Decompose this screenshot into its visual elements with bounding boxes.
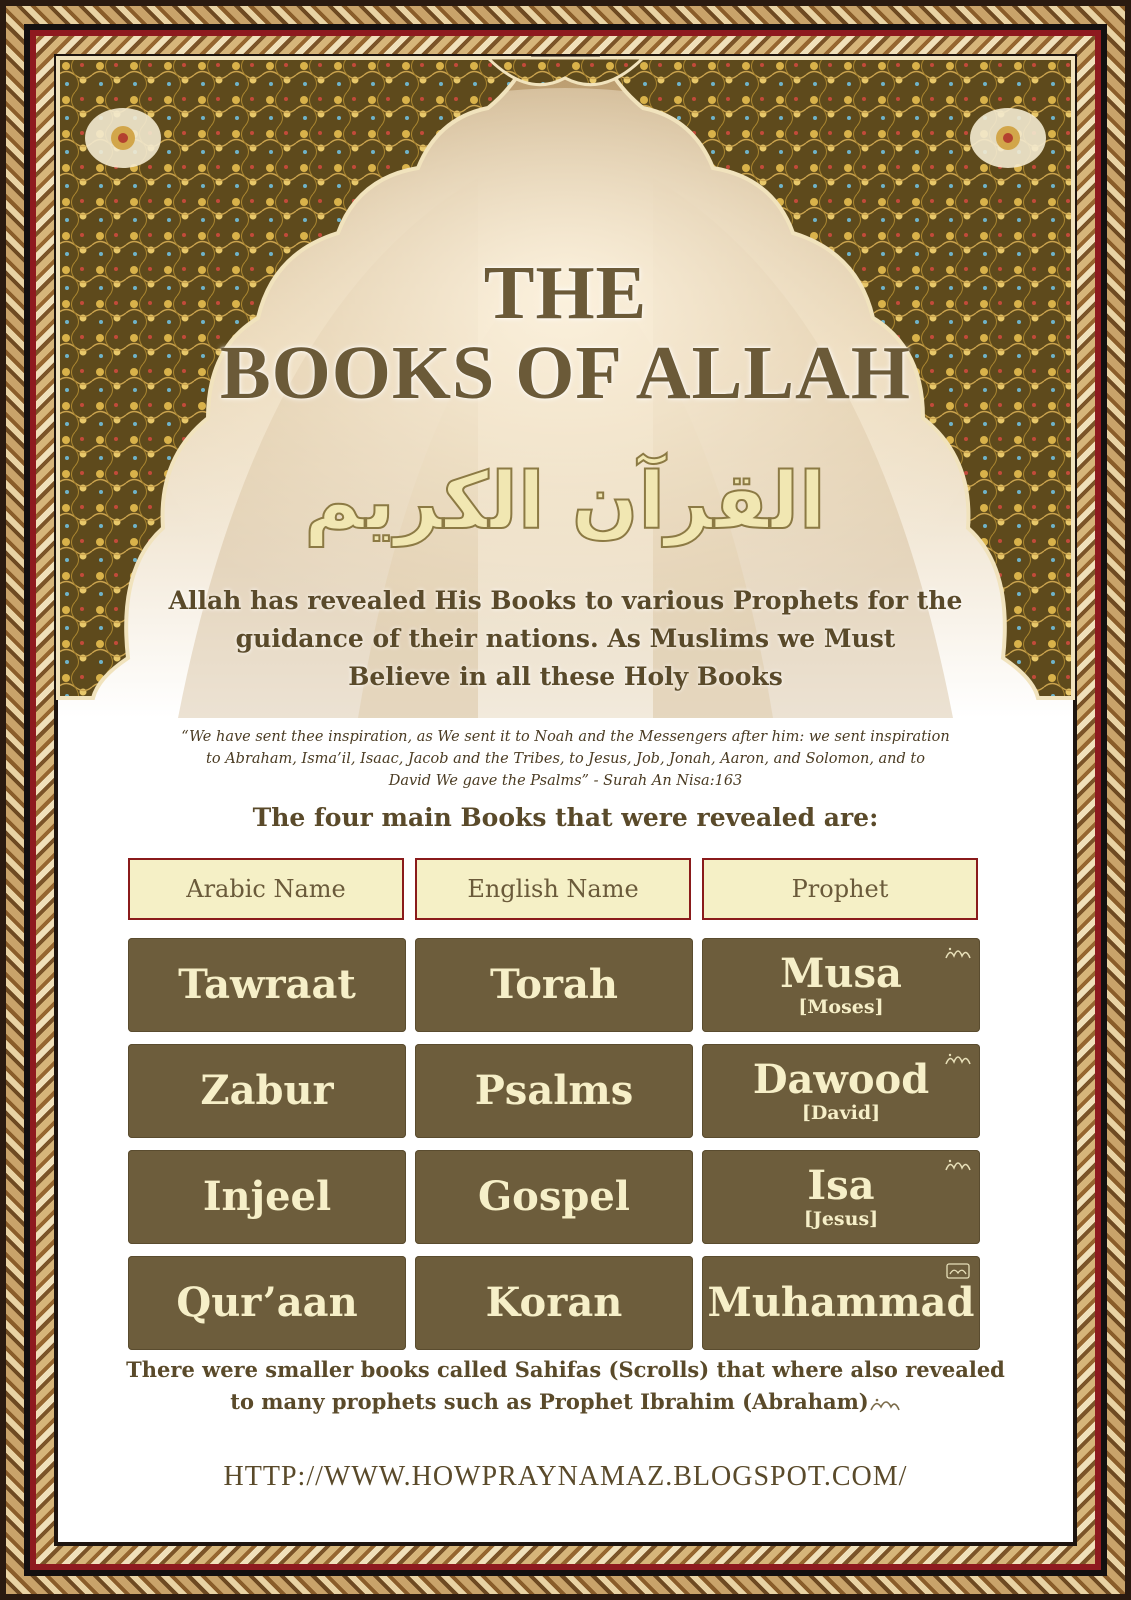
books-subheading: The four main Books that were revealed are: [252, 803, 879, 832]
quran-calligraphy-logo [304, 436, 826, 566]
honorific-icon [944, 1156, 972, 1174]
honorific-icon [944, 1050, 972, 1068]
table-cell-prophet [702, 1044, 980, 1138]
table-cell-arabic [128, 1256, 406, 1350]
prophet-name: Isa [807, 1162, 875, 1209]
website-url[interactable]: HTTP://WWW.HOWPRAYNAMAZ.BLOGSPOT.COM/ [223, 1461, 908, 1492]
table-cell-arabic [128, 938, 406, 1032]
intro-line: Believe in all these Holy Books [348, 662, 783, 691]
svg-text:القرآن الكريم: القرآن الكريم [304, 457, 826, 547]
sahifas-note [113, 1354, 1018, 1418]
column-header-prophet: Prophet [702, 858, 978, 920]
table-cell-english [415, 1150, 693, 1244]
english-name: Gospel [478, 1173, 630, 1220]
intro-line: Allah has revealed His Books to various Prophets for the [168, 586, 963, 615]
table-cell-prophet [702, 938, 980, 1032]
prophet-english-name: [Moses] [798, 996, 884, 1018]
intro-line: guidance of their nations. As Muslims we Must [235, 624, 896, 653]
table-cell-arabic [128, 1150, 406, 1244]
quran-verse [123, 726, 1008, 792]
page-title-line-1: THE [483, 251, 648, 335]
english-name: Psalms [474, 1067, 634, 1114]
honorific-icon [944, 944, 972, 962]
table-cell-prophet [702, 1256, 980, 1350]
column-header-english: English Name [415, 858, 691, 920]
note-line: There were smaller books called Sahifas (Scrolls) that where also revealed [126, 1357, 1005, 1382]
prophet-name: Muhammad [707, 1279, 975, 1326]
note-line [113, 1386, 1018, 1418]
table-cell-english [415, 1044, 693, 1138]
table-cell-english [415, 1256, 693, 1350]
column-header-arabic: Arabic Name [128, 858, 404, 920]
table-cell-english [415, 938, 693, 1032]
honorific-icon [869, 1394, 901, 1414]
prophet-english-name: [David] [801, 1102, 881, 1124]
arabic-name: Tawraat [178, 961, 356, 1008]
right-medallion-icon [970, 108, 1046, 168]
prophet-english-name: [Jesus] [803, 1208, 879, 1230]
prophet-name: Dawood [752, 1056, 930, 1103]
verse-line: to Abraham, Isma’il, Isaac, Jacob and the Tribes, to Jesus, Job, Jonah, Aaron, and Solomon, and to [206, 751, 925, 767]
poster-canvas [58, 58, 1073, 1542]
verse-line: “We have sent thee inspiration, as We sent it to Noah and the Messengers after him: we sent inspiration [181, 729, 950, 745]
left-medallion-icon [85, 108, 161, 168]
intro-paragraph [138, 582, 993, 696]
page-title-line-2: BOOKS OF ALLAH [219, 331, 912, 415]
note-line-text: to many prophets such as Prophet Ibrahim (Abraham) [230, 1389, 869, 1414]
english-name: Torah [490, 961, 618, 1008]
table-cell-arabic [128, 1044, 406, 1138]
honorific-icon [944, 1262, 972, 1280]
arabic-name: Injeel [202, 1173, 332, 1220]
table-cell-prophet [702, 1150, 980, 1244]
english-name: Koran [485, 1279, 623, 1326]
prophet-name: Musa [780, 950, 902, 997]
arabic-name: Qur’aan [176, 1279, 358, 1326]
verse-line: David We gave the Psalms” - Surah An Nisa:163 [388, 773, 743, 789]
arabic-name: Zabur [200, 1067, 334, 1114]
